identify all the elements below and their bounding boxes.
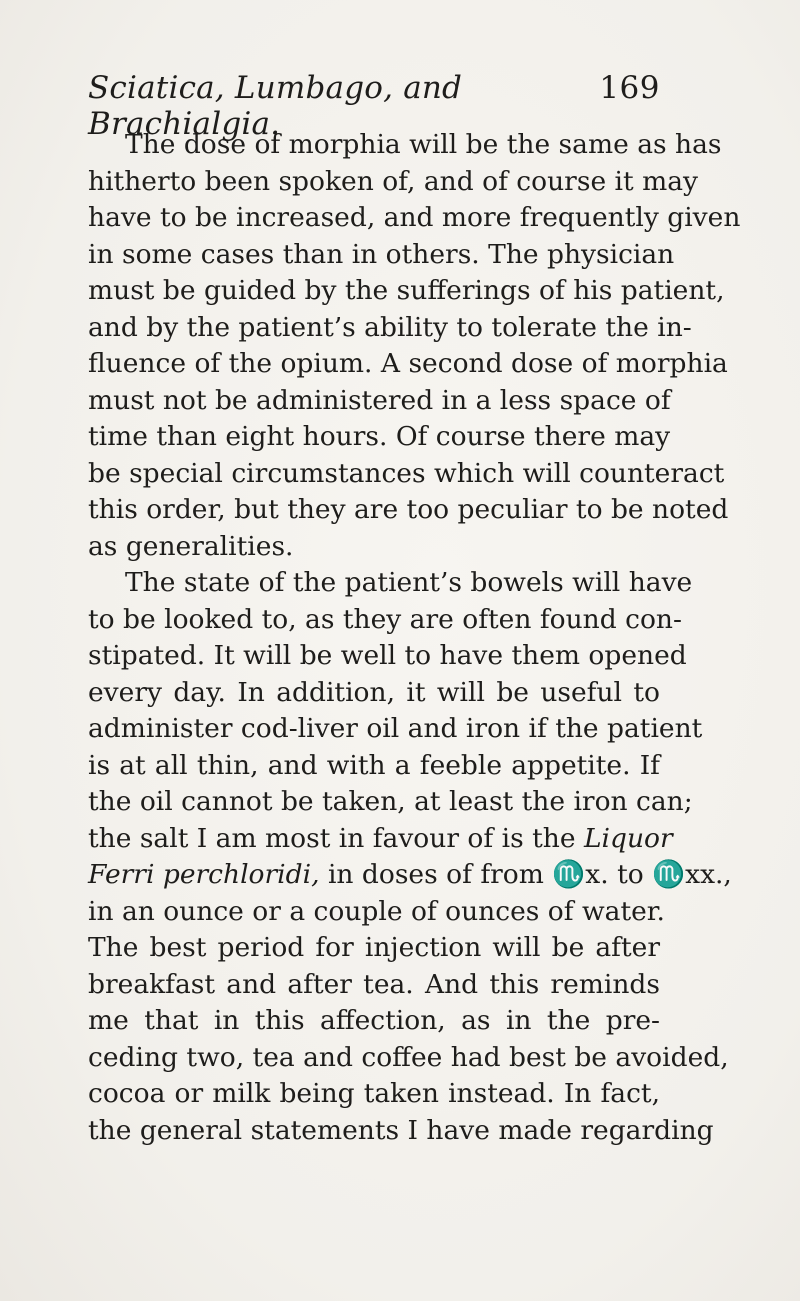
text-segment: in doses of from ♏x. to ♏xx., (327, 859, 732, 890)
text-line: fluence of the opium. A second dose of morphia (88, 348, 728, 379)
running-title: Sciatica, Lumbago, and Brachialgia. (88, 70, 463, 142)
text-line: in an ounce or a couple of ounces of water. (88, 895, 665, 927)
text-line: must not be administered in a less space of (88, 384, 671, 416)
text-line: every day. In addition, it will be useful to (88, 676, 660, 708)
text-line: The dose of morphia will be the same as has (125, 129, 722, 160)
italic-term: Ferri perchloridi, (88, 859, 320, 890)
text-line: as generalities. (88, 530, 294, 562)
body-text (88, 127, 741, 1149)
text-line: cocoa or milk being taken instead. In fact, (88, 1078, 660, 1109)
italic-term: Liquor (583, 822, 673, 854)
text-line: have to be increased, and more frequently given (88, 202, 741, 233)
text-line: the oil cannot be taken, at least the iron can; (88, 786, 693, 817)
text-line: in some cases than in others. The physician (88, 238, 675, 270)
page-number: 169 (599, 70, 660, 106)
text-line: ceding two, tea and coffee had best be avoided, (88, 1041, 729, 1073)
text-line-mixed (88, 821, 673, 858)
text-line: this order, but they are too peculiar to be noted (88, 494, 729, 525)
text-line: stipated. It will be well to have them opened (88, 640, 687, 671)
text-line: time than eight hours. Of course there may (88, 421, 671, 452)
text-line: must be guided by the sufferings of his patient, (88, 275, 725, 306)
text-line: The best period for injection will be after (88, 932, 660, 963)
text-line: to be looked to, as they are often found con- (88, 603, 682, 635)
text-line: and by the patient’s ability to tolerate the in- (88, 311, 692, 343)
text-line: me that in this affection, as in the pre- (88, 1005, 660, 1036)
text-line: administer cod-liver oil and iron if the patient (88, 713, 703, 744)
text-line: the general statements I have made regarding (88, 1114, 714, 1146)
text-line: be special circumstances which will counteract (88, 457, 725, 489)
text-segment: the salt I am most in favour of is the (88, 822, 576, 854)
running-head (88, 70, 660, 142)
text-line: is at all thin, and with a feeble appetite. If (88, 749, 660, 781)
text-line-mixed (88, 857, 732, 894)
text-line: breakfast and after tea. And this reminds (88, 968, 660, 1000)
text-line: hitherto been spoken of, and of course it may (88, 165, 698, 197)
text-line: The state of the patient’s bowels will have (125, 567, 693, 598)
